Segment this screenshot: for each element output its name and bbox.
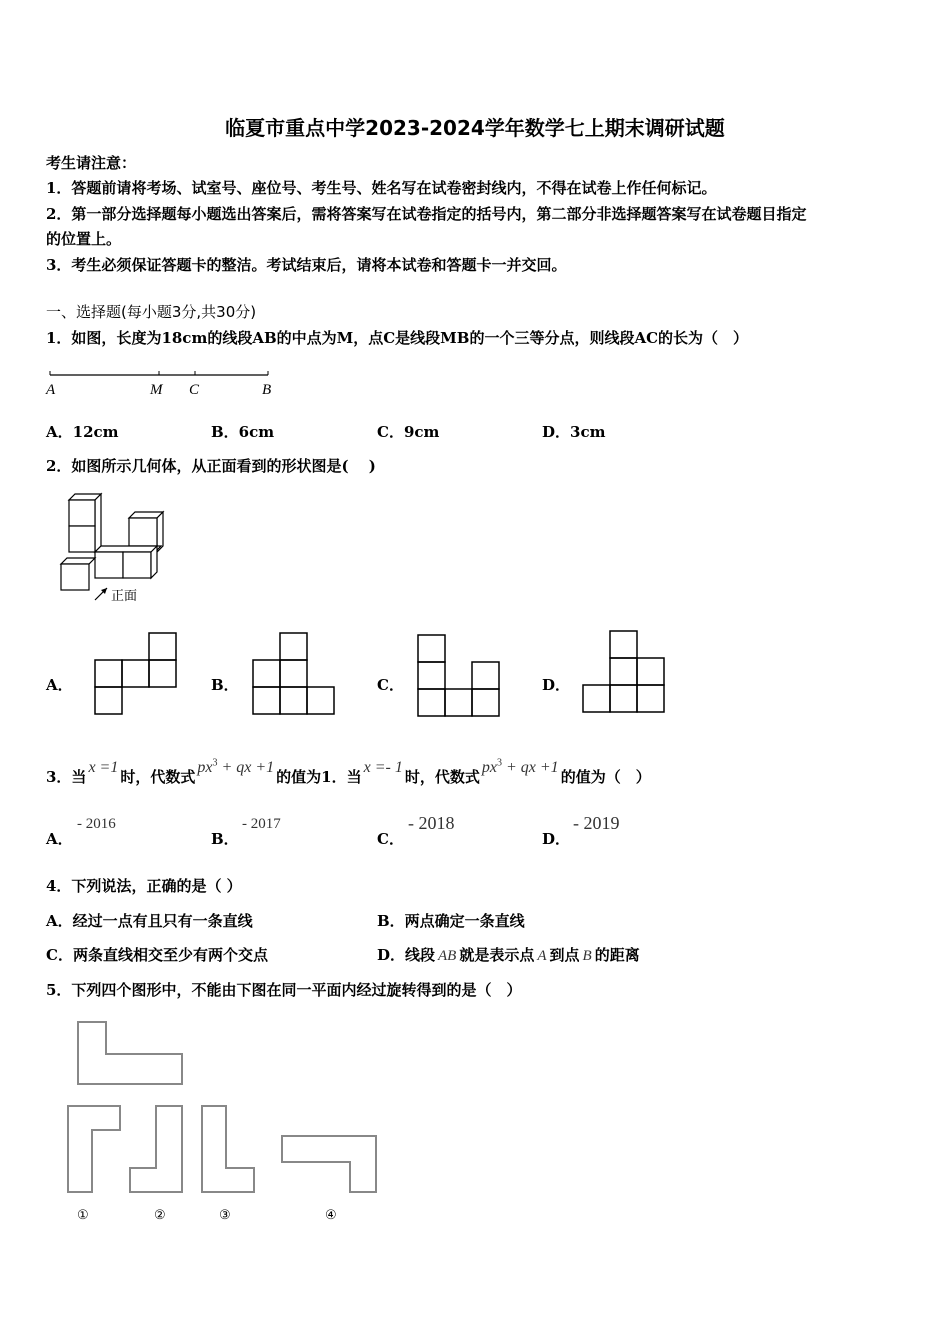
q3-option-c[interactable]: C．: [377, 830, 404, 848]
q3-expr-a: px: [197, 759, 213, 776]
notice-line-1: 1．答题前请将考场、试室号、座位号、考生号、姓名写在试卷密封线内，不得在试卷上作任何标记。: [46, 179, 717, 197]
q2-option-a[interactable]: A．: [46, 676, 73, 694]
notice-line-2: 2．第一部分选择题每小题选出答案后，需将答案写在试卷指定的括号内，第二部分非选择题答案写在试卷题目指定: [46, 205, 807, 223]
segment-figure: [46, 365, 286, 405]
q5-label-4: ④: [325, 1208, 337, 1223]
q1-option-a[interactable]: A．12cm: [46, 423, 119, 441]
q3-x1: x =1: [88, 759, 119, 776]
q4-d-b: B: [582, 948, 592, 964]
q4-d-text-1: D．线段: [377, 946, 436, 964]
q3-option-d[interactable]: D．: [542, 830, 571, 848]
q4-option-c[interactable]: C．两条直线相交至少有两个交点: [46, 946, 268, 964]
q4-d-a: A: [537, 948, 547, 964]
q4-d-text-3: 到点: [549, 946, 580, 964]
notice-heading: 考生请注意：: [46, 154, 137, 172]
q4-option-b[interactable]: B．两点确定一条直线: [377, 912, 525, 930]
cube-stack-figure: [55, 492, 175, 607]
q1-stem: 1．如图，长度为18cm的线段AB的中点为M，点C是线段MB的一个三等分点，则线段AC的长为（ ）: [46, 329, 749, 347]
q1-option-b[interactable]: B．6cm: [211, 423, 275, 441]
q2-option-d-figure[interactable]: [582, 630, 672, 715]
q2-option-a-figure[interactable]: [93, 632, 183, 717]
q5-label-1: ①: [77, 1208, 89, 1223]
q3-text-2: 时，代数式: [120, 768, 196, 786]
q3-option-c-value: - 2018: [408, 813, 455, 833]
q2-option-b[interactable]: B．: [211, 676, 239, 694]
q1-option-c[interactable]: C．9cm: [377, 423, 440, 441]
q4-d-text-4: 的距离: [594, 946, 640, 964]
q2-option-d[interactable]: D．: [542, 676, 571, 694]
q4-d-text-2: 就是表示点: [459, 946, 535, 964]
q5-label-3: ③: [219, 1208, 231, 1223]
q3-stem: [46, 757, 651, 787]
q3-option-d-value: - 2019: [573, 813, 620, 833]
point-label-b: B: [262, 382, 272, 398]
page-title: 临夏市重点中学2023-2024学年数学七上期末调研试题: [225, 116, 725, 140]
q3-x2: x =- 1: [363, 759, 403, 776]
q3-text-4: 时，代数式: [404, 768, 480, 786]
q3-expr-b2: + qx +1: [501, 759, 559, 776]
q5-original-shape: [76, 1020, 186, 1090]
q3-text-5: 的值为（ ）: [560, 768, 651, 786]
q3-exp-b: 3: [496, 757, 502, 769]
q5-stem: 5．下列四个图形中，不能由下图在同一平面内经过旋转得到的是（ ）: [46, 981, 522, 999]
q3-option-a[interactable]: A．: [46, 830, 73, 848]
section-heading: 一、选择题(每小题3分,共30分): [46, 303, 257, 321]
point-label-c: C: [189, 382, 200, 398]
q2-option-c[interactable]: C．: [377, 676, 404, 694]
q3-option-b-value: - 2017: [242, 816, 281, 832]
q3-expr-a2: + qx +1: [217, 759, 275, 776]
point-label-m: M: [150, 382, 163, 398]
q3-option-b[interactable]: B．: [211, 830, 239, 848]
q2-stem: 2．如图所示几何体，从正面看到的形状图是( ): [46, 457, 376, 475]
front-label: 正面: [111, 589, 138, 604]
point-label-a: A: [46, 382, 56, 398]
q3-exp-a: 3: [212, 757, 218, 769]
q4-option-d[interactable]: [377, 944, 640, 965]
q5-shape-3[interactable]: [200, 1104, 260, 1196]
q1-option-d[interactable]: D．3cm: [542, 423, 606, 441]
q3-text-3: 的值为1．当: [276, 768, 362, 786]
q3-option-a-value: - 2016: [77, 816, 116, 832]
q5-shape-2[interactable]: [128, 1104, 188, 1196]
q3-expr-b: px: [481, 759, 497, 776]
q4-d-ab: AB: [438, 948, 457, 964]
q5-label-2: ②: [154, 1208, 166, 1223]
q2-option-c-figure[interactable]: [417, 634, 507, 719]
q3-text-1: 3．当: [46, 768, 87, 786]
q4-stem: 4．下列说法，正确的是（ ）: [46, 877, 242, 895]
q2-option-b-figure[interactable]: [252, 632, 342, 717]
notice-line-3: 3．考生必须保证答题卡的整洁。考试结束后，请将本试卷和答题卡一并交回。: [46, 256, 567, 274]
q5-shape-1[interactable]: [66, 1104, 126, 1196]
notice-line-2-cont: 的位置上。: [46, 230, 122, 248]
q4-option-a[interactable]: A．经过一点有且只有一条直线: [46, 912, 253, 930]
q5-shape-4[interactable]: [280, 1134, 380, 1196]
